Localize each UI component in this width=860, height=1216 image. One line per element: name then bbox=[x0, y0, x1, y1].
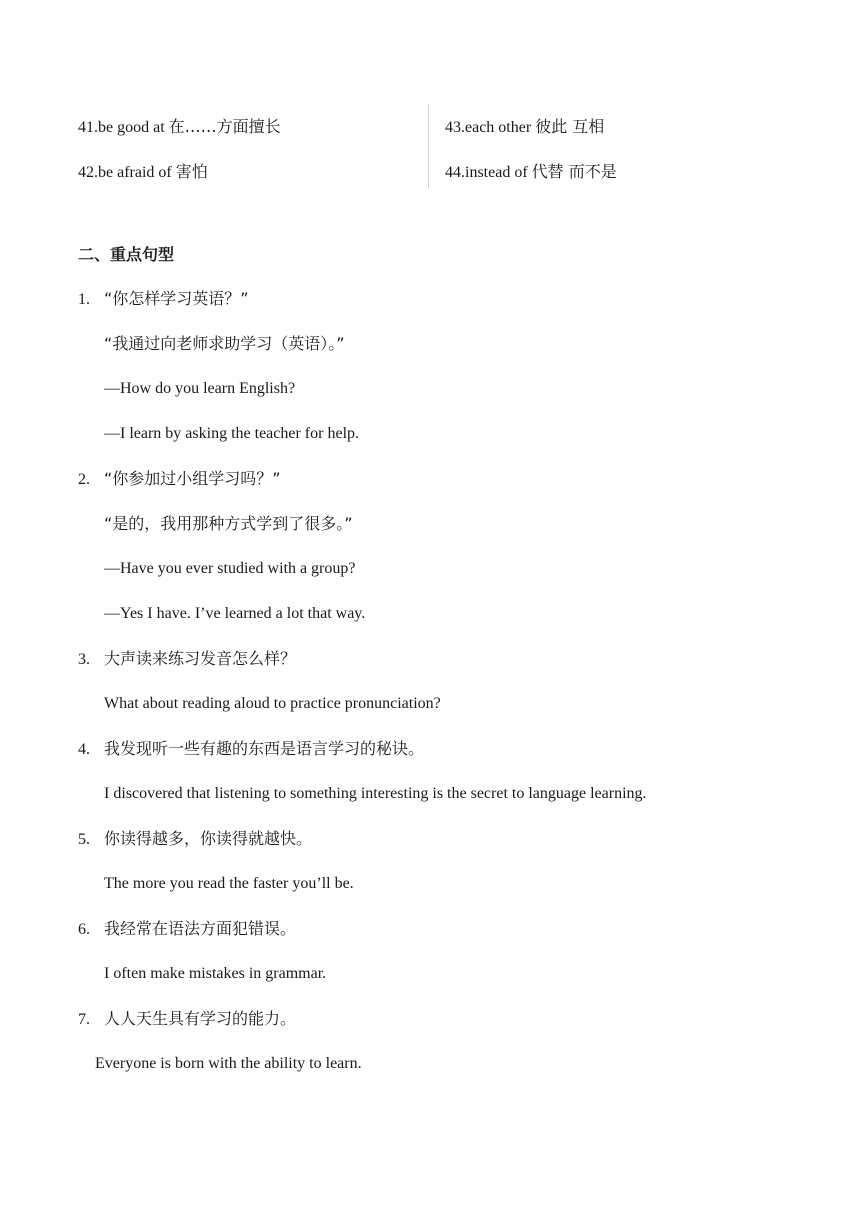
list-item: 4. 我发现听一些有趣的东西是语言学习的秘诀。 bbox=[78, 739, 425, 758]
vocabulary-table bbox=[78, 104, 798, 188]
sentence-line: I discovered that listening to something interesting is the secret to language learning. bbox=[104, 785, 647, 802]
vocabulary-column-right bbox=[445, 104, 795, 194]
vocab-item: 43.each other 彼此 互相 bbox=[445, 117, 605, 136]
sentence-line: —I learn by asking the teacher for help. bbox=[104, 425, 360, 442]
sentence-line: I often make mistakes in grammar. bbox=[104, 965, 327, 982]
list-item: 1. “你怎样学习英语？” bbox=[78, 289, 249, 308]
key-sentences-list bbox=[78, 284, 818, 1094]
sentence-line: “我通过向老师求助学习（英语）。” bbox=[104, 334, 345, 353]
sentence-line: —Have you ever studied with a group? bbox=[104, 560, 356, 577]
list-item: 2. “你参加过小组学习吗？” bbox=[78, 469, 281, 488]
sentence-line: —Yes I have. I’ve learned a lot that way. bbox=[104, 605, 366, 622]
vocab-item: 42.be afraid of 害怕 bbox=[78, 162, 208, 181]
column-divider bbox=[428, 104, 429, 188]
vocab-item: 44.instead of 代替 而不是 bbox=[445, 162, 617, 181]
sentence-line: “是的，我用那种方式学到了很多。” bbox=[104, 514, 353, 533]
vocab-item: 41.be good at 在……方面擅长 bbox=[78, 117, 281, 136]
sentence-line: What about reading aloud to practice pronunciation? bbox=[104, 695, 441, 712]
list-item: 6. 我经常在语法方面犯错误。 bbox=[78, 919, 297, 938]
list-item: 7. 人人天生具有学习的能力。 bbox=[78, 1009, 297, 1028]
sentence-line: Everyone is born with the ability to learn. bbox=[95, 1055, 362, 1072]
section-title: 二、重点句型 bbox=[78, 245, 175, 264]
list-item: 3. 大声读来练习发音怎么样？ bbox=[78, 649, 297, 668]
vocabulary-column-left bbox=[78, 104, 428, 194]
sentence-line: The more you read the faster you’ll be. bbox=[104, 875, 354, 892]
list-item: 5. 你读得越多，你读得就越快。 bbox=[78, 829, 313, 848]
sentence-line: —How do you learn English? bbox=[104, 380, 296, 397]
